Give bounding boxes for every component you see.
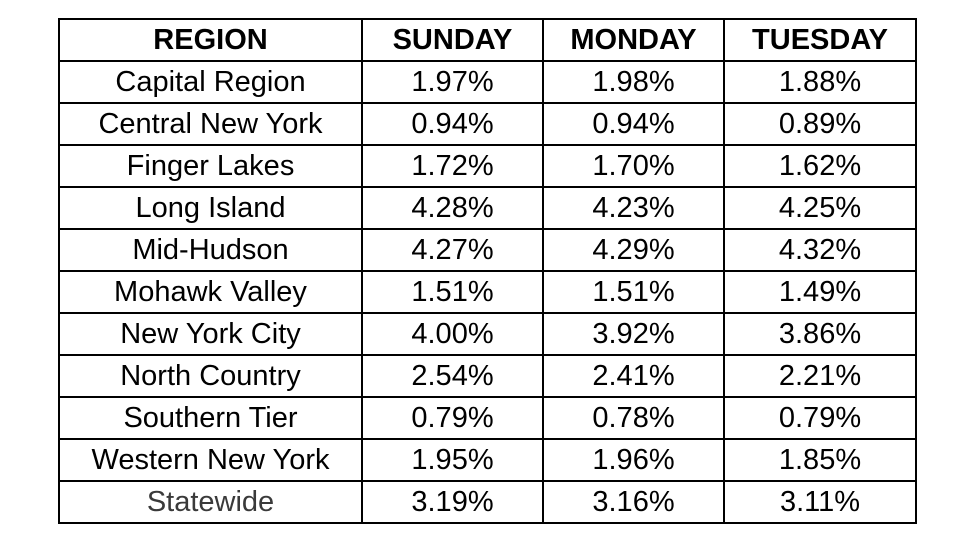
table-row <box>59 145 916 187</box>
sunday-cell: 3.19% <box>362 481 543 523</box>
table-header-row <box>59 19 916 61</box>
sunday-cell: 1.97% <box>362 61 543 103</box>
table-row <box>59 397 916 439</box>
region-cell: Mohawk Valley <box>59 271 362 313</box>
tuesday-cell: 4.25% <box>724 187 916 229</box>
tuesday-cell: 1.62% <box>724 145 916 187</box>
monday-cell: 4.23% <box>543 187 724 229</box>
region-cell: Finger Lakes <box>59 145 362 187</box>
tuesday-cell: 4.32% <box>724 229 916 271</box>
tuesday-cell: 0.79% <box>724 397 916 439</box>
table-row <box>59 355 916 397</box>
tuesday-cell: 1.49% <box>724 271 916 313</box>
table-row <box>59 481 916 523</box>
table-row <box>59 439 916 481</box>
sunday-cell: 0.94% <box>362 103 543 145</box>
monday-cell: 3.92% <box>543 313 724 355</box>
sunday-cell: 4.28% <box>362 187 543 229</box>
monday-cell: 1.70% <box>543 145 724 187</box>
region-cell: Statewide <box>59 481 362 523</box>
tuesday-cell: 1.85% <box>724 439 916 481</box>
column-header-region: REGION <box>59 19 362 61</box>
region-cell: New York City <box>59 313 362 355</box>
tuesday-cell: 1.88% <box>724 61 916 103</box>
sunday-cell: 1.72% <box>362 145 543 187</box>
monday-cell: 4.29% <box>543 229 724 271</box>
sunday-cell: 4.00% <box>362 313 543 355</box>
sunday-cell: 4.27% <box>362 229 543 271</box>
region-cell: North Country <box>59 355 362 397</box>
monday-cell: 0.94% <box>543 103 724 145</box>
monday-cell: 1.96% <box>543 439 724 481</box>
column-header-tuesday: TUESDAY <box>724 19 916 61</box>
region-cell: Long Island <box>59 187 362 229</box>
region-rates-table <box>58 18 917 524</box>
table-row <box>59 187 916 229</box>
region-cell: Southern Tier <box>59 397 362 439</box>
sunday-cell: 2.54% <box>362 355 543 397</box>
tuesday-cell: 0.89% <box>724 103 916 145</box>
table-row <box>59 313 916 355</box>
column-header-monday: MONDAY <box>543 19 724 61</box>
table-row <box>59 103 916 145</box>
monday-cell: 2.41% <box>543 355 724 397</box>
region-cell: Mid-Hudson <box>59 229 362 271</box>
monday-cell: 1.51% <box>543 271 724 313</box>
region-cell: Central New York <box>59 103 362 145</box>
tuesday-cell: 3.11% <box>724 481 916 523</box>
monday-cell: 0.78% <box>543 397 724 439</box>
sunday-cell: 1.95% <box>362 439 543 481</box>
monday-cell: 1.98% <box>543 61 724 103</box>
region-cell: Capital Region <box>59 61 362 103</box>
tuesday-cell: 2.21% <box>724 355 916 397</box>
sunday-cell: 1.51% <box>362 271 543 313</box>
region-cell: Western New York <box>59 439 362 481</box>
monday-cell: 3.16% <box>543 481 724 523</box>
tuesday-cell: 3.86% <box>724 313 916 355</box>
column-header-sunday: SUNDAY <box>362 19 543 61</box>
table-row <box>59 229 916 271</box>
table-row <box>59 61 916 103</box>
table-body <box>59 61 916 523</box>
sunday-cell: 0.79% <box>362 397 543 439</box>
table-row <box>59 271 916 313</box>
